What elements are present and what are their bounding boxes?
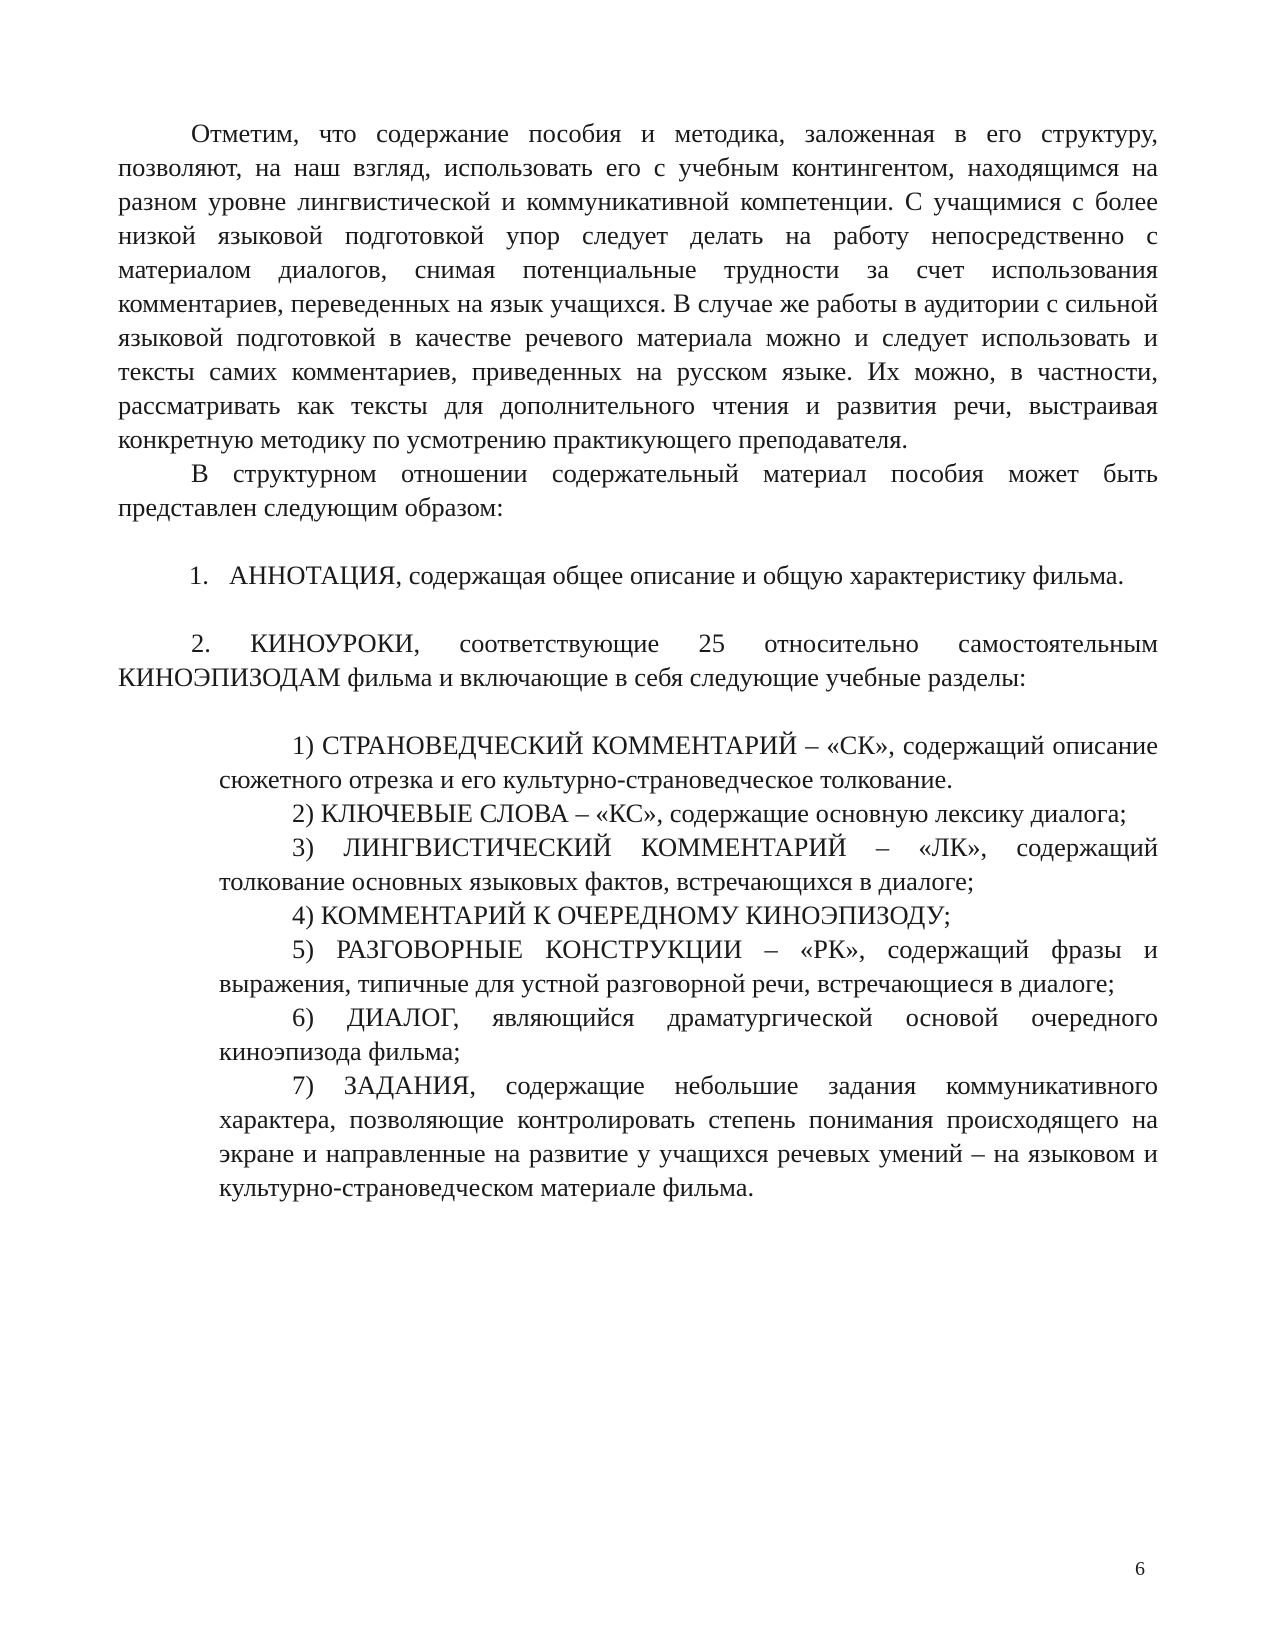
lesson-sections-list: [219, 728, 1158, 1204]
sub-item-episode-commentary: 4) КОММЕНТАРИЙ К ОЧЕРЕДНОМУ КИНОЭПИЗОДУ;: [292, 900, 951, 930]
sub-item-key-words: 2) КЛЮЧЕВЫЕ СЛОВА – «КС», содержащие основную лексику диалога;: [292, 798, 1127, 828]
sub-item-colloquial-constructions: 5) РАЗГОВОРНЫЕ КОНСТРУКЦИИ – «РК», содержащий фразы и выражения, типичные для устной разговорной речи, встречающиеся в диалоге;: [219, 934, 1158, 998]
sub-item-tasks: 7) ЗАДАНИЯ, содержащие небольшие задания коммуникативного характера, позволяющие контролировать степень понимания происходящего на экране и направленные на развитие у учащихся речевых умений – на языковом и культурно-страноведческом материале фильма.: [219, 1070, 1158, 1202]
page-number: 6: [1135, 1558, 1145, 1580]
sub-item-country-commentary: 1) СТРАНОВЕДЧЕСКИЙ КОММЕНТАРИЙ – «СК», содержащий описание сюжетного отрезка и его культурно-страноведческое толкование.: [219, 730, 1158, 794]
list-item-annotation: [118, 558, 1158, 592]
sub-item-dialogue: 6) ДИАЛОГ, являющийся драматургической основой очередного киноэпизода фильма;: [219, 1002, 1158, 1066]
list-item-lessons: 2. КИНОУРОКИ, соответствующие 25 относительно самостоятельным КИНОЭПИЗОДАМ фильма и включающие в себя следующие учебные разделы:: [118, 628, 1158, 692]
document-page: [118, 116, 1158, 1204]
list-item-number: 1.: [189, 560, 209, 590]
paragraph-intro: Отметим, что содержание пособия и методика, заложенная в его структуру, позволяют, на наш взгляд, использовать его с учебным контингентом, находящимся на разном уровне лингвистической и коммуникативной компетенции. С учащимися с более низкой языковой подготовкой упор следует делать на работу непосредственно с материалом диалогов, снимая потенциальные трудности за счет использования комментариев, переведенных на язык учащихся. В случае же работы в аудитории с сильной языковой подготовкой в качестве речевого материала можно и следует использовать и тексты самих комментариев, приведенных на русском языке. Их можно, в частности, рассматривать как тексты для дополнительного чтения и развития речи, выстраивая конкретную методику по усмотрению практикующего преподавателя.: [118, 118, 1158, 454]
list-item-text: АННОТАЦИЯ, содержащая общее описание и общую характеристику фильма.: [229, 560, 1125, 590]
sub-item-linguistic-commentary: 3) ЛИНГВИСТИЧЕСКИЙ КОММЕНТАРИЙ – «ЛК», содержащий толкование основных языковых фактов, встречающихся в диалоге;: [219, 832, 1158, 896]
paragraph-structure: В структурном отношении содержательный материал пособия может быть представлен следующим образом:: [118, 458, 1158, 522]
